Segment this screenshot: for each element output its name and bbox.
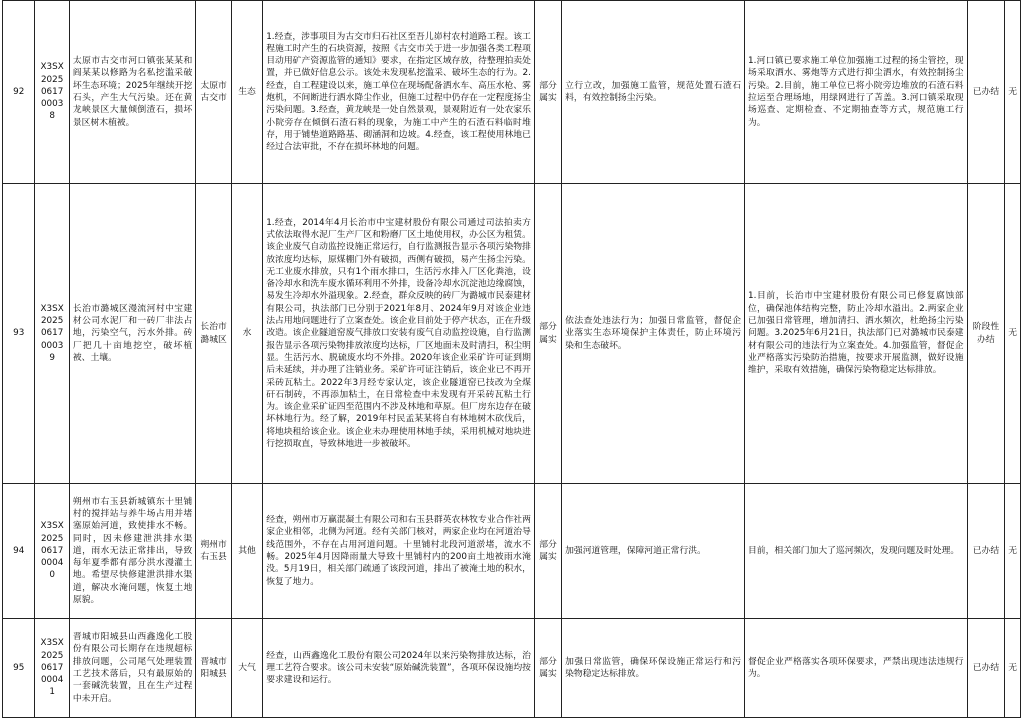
type-cell: 其他 [231,484,262,619]
findings-cell: 经查，朔州市万赢混凝土有限公司和右玉县群英农林牧专业合作社两家企业相邻，北侧为河道。经有关部门核对，两家企业均在河道治导线范围外，不存在占用河道问题。十里铺村北段河道淤堵，流水不畅。2025年4月因降雨量大导致十里铺村内的200亩土地被雨水淹没。5月19日，相关部门疏通了该段河道，排出了被淹土地的积水，恢复了地力。 [263,484,535,619]
status-cell: 已办结 [967,1,1005,184]
code-cell: X3SX2025061700038 [35,1,69,184]
accountability-cell: 无 [1005,619,1021,718]
code-cell: X3SX2025061700039 [35,184,69,484]
measures-cell: 目前，相关部门加大了巡河频次，发现问题及时处理。 [745,484,968,619]
area-cell: 太原市古交市 [196,1,232,184]
findings-cell: 1.经查，2014年4月长治市中宝建材股份有限公司通过司法拍卖方式依法取得水泥厂生产厂区和粉磨厂区土地使用权，办公区为租赁。该企业废气自动监控设施正常运行，自行监测报告显示各项污染物排放浓度均达标，原煤棚门外有破损，西侧有破损，易产生扬尘污染。无工业废水排放，只有1个雨水排口，生活污水排入厂区化粪池，设备冷却水和洗车废水循环利用不外排，设备冷却水沉淀池边缘腐蚀，易发生冷却水外溢现象。2.经查，群众反映的砖厂为潞城市民泰建材有限公司，执法部门已分别于2021年8月、2024年9月对该企业违法占用地问题进行了立案查处。该企业目前处于停产状态，正在升级改造。该企业隧道窑废气排放口安装有废气自动监控设施，自行监测报告显示各项污染物排放浓度均达标，厂区地面未及时清扫，积尘明显。生活污水、脱硫废水均不外排。2020年该企业采矿许可证到期后未延续，并办理了注销业务。采矿许可证注销后，该企业已不再开采砖瓦粘土。2022年3月经专家认定，该企业隧道窑已技改为全煤矸石制砖，不再添加粘土，在日常检查中未发现有开采砖瓦粘土行为。该企业采矿证四至范围内不涉及林地和草原。但厂房东边存在破坏林地行为。经了解，2019年村民孟某某将自有林地树木砍伐后，将地块租给该企业。该企业未办理使用林地手续，采用机械对地块进行挖损取直，导致林地进一步被破坏。 [263,184,535,484]
accountability-cell: 无 [1005,1,1021,184]
verdict-cell: 部分属实 [534,1,561,184]
complaint-table [2,0,1021,718]
verdict-cell: 部分属实 [534,184,561,484]
findings-cell: 1.经查，涉事项目为古交市归石社区至吾儿峁村农村道路工程。该工程施工时产生的石块资源，按照《古交市关于进一步加强各类工程项目动用矿产资源监管的通知》要求，在指定区域存放，待整理拍卖处置，并已做好信息公示。该处未发现私挖滥采、破坏生态的行为。2.经查，自工程建设以来，施工单位在现场配备洒水车、高压水枪、雾炮机，不间断进行洒水降尘作业，但施工过程中仍存在一定程度扬尘污染问题。3.经查，黄龙峡是一处自然景观，景观附近有一处农家乐小院旁存在倾倒石渣石料的现象，为施工中产生的石渣石料临时堆存，用于铺垫道路路基、砌涵洞和边坡。4.经查，该工程使用林地已经过合法审批，不存在损坏林地的问题。 [263,1,535,184]
table-row [3,184,1021,484]
seq-cell: 92 [3,1,35,184]
accountability-cell: 无 [1005,484,1021,619]
demand-cell: 依法查处违法行为；加强日常监管，督促企业落实生态环境保护主体责任，防止环境污染和生态破坏。 [562,184,745,484]
measures-cell: 督促企业严格落实各项环保要求，严禁出现违法违规行为。 [745,619,968,718]
type-cell: 水 [231,184,262,484]
measures-cell: 1.河口镇已要求施工单位加强施工过程的扬尘管控，现场采取洒水、雾炮等方式进行抑尘洒水，有效控制扬尘污染。2.目前，施工单位已将小院旁边堆放的石渣石料拉运至合理场地，用绿网进行了苫盖。3.河口镇采取现场巡查、定期检查、不定期抽查等方式，规范施工行为。 [745,1,968,184]
verdict-cell: 部分属实 [534,619,561,718]
verdict-cell: 部分属实 [534,484,561,619]
type-cell: 生态 [231,1,262,184]
accountability-cell: 无 [1005,184,1021,484]
area-cell: 朔州市右玉县 [196,484,232,619]
complaint-cell: 晋城市阳城县山西鑫逸化工股份有限公司长期存在违规超标排放问题，公司尾气处理装置工艺技术落后，只有最原始的一套碱洗装置，且在生产过程中未开启。 [69,619,195,718]
status-cell: 阶段性办结 [967,184,1005,484]
code-cell: X3SX2025061700040 [35,484,69,619]
findings-cell: 经查，山西鑫逸化工股份有限公司2024年以来污染物排放达标，治理工艺符合要求。该公司未安装“原始碱洗装置”，各项环保设施均按要求建设和运行。 [263,619,535,718]
demand-cell: 立行立改，加强施工监管，规范处置石渣石料，有效控制扬尘污染。 [562,1,745,184]
complaint-cell: 朔州市右玉县新城镇东十里铺村的搅拌站与养牛场占用并堵塞原始河道，致使排水不畅。同时，因未修建泄洪排水渠道，雨水无法正常排出，导致每年夏季都有部分洪水漫灌土地。希望尽快修建泄洪排水渠道，解决水淹问题，恢复土地原貌。 [69,484,195,619]
seq-cell: 94 [3,484,35,619]
measures-cell: 1.目前，长治市中宝建材股份有限公司已修复腐蚀部位，确保池体结构完整，防止冷却水溢出。2.两家企业已加强日常管理，增加清扫、洒水频次，杜绝扬尘污染问题。3.2025年6月21日，执法部门已对潞城市民泰建材有限公司的违法行为立案查处。4.加强监管，督促企业严格落实污染防治措施，按要求开展监测，做好设施维护，采取有效措施，确保污染物稳定达标排放。 [745,184,968,484]
complaint-cell: 长治市潞城区漫流河村中宝建材公司水泥厂和一砖厂非法占地，污染空气，污水外排。砖厂把几十亩地挖空，破坏植被、土壤。 [69,184,195,484]
table-row [3,1,1021,184]
area-cell: 长治市潞城区 [196,184,232,484]
status-cell: 已办结 [967,619,1005,718]
demand-cell: 加强河道管理，保障河道正常行洪。 [562,484,745,619]
table-row [3,484,1021,619]
seq-cell: 93 [3,184,35,484]
demand-cell: 加强日常监管，确保环保设施正常运行和污染物稳定达标排放。 [562,619,745,718]
area-cell: 晋城市阳城县 [196,619,232,718]
code-cell: X3SX2025061700041 [35,619,69,718]
type-cell: 大气 [231,619,262,718]
table-row [3,619,1021,718]
status-cell: 已办结 [967,484,1005,619]
seq-cell: 95 [3,619,35,718]
complaint-cell: 太原市古交市河口镇张某某和阎某某以修路为名私挖滥采破坏生态环境；2025年继续开挖石头，产生大气污染。还在黄龙峡景区大量倾倒渣石，损坏景区树木植被。 [69,1,195,184]
